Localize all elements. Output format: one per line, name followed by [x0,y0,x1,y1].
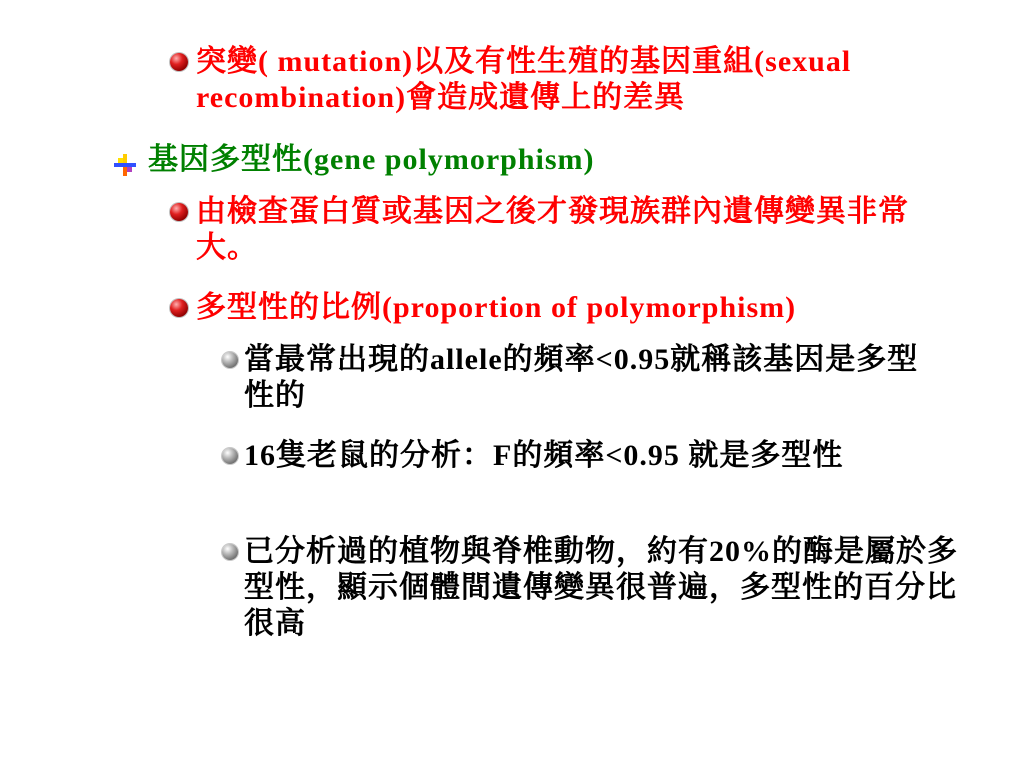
bullet-item-gene-polymorphism [148,142,948,178]
red-ball-icon [170,299,188,317]
item-text: 當最常出現的allele的頻率<0.95就稱該基因是多型性的 [244,343,919,412]
item-text: 突變( mutation)以及有性生殖的基因重組(sexual recombination)會造成遺傳上的差異 [196,45,852,114]
colored-cross-icon [114,149,136,171]
bullet-item-proportion [196,290,976,326]
item-text: 已分析過的植物與脊椎動物，約有20%的酶是屬於多型性，顯示個體間遺傳變異很普遍，多型性的百分比很高 [244,535,958,640]
item-text: 由檢查蛋白質或基因之後才發現族群內遺傳變異非常大。 [196,195,909,264]
gray-ball-icon [222,544,238,560]
gray-ball-icon [222,352,238,368]
red-ball-icon [170,53,188,71]
bullet-item-variation [196,194,956,266]
gray-ball-icon [222,448,238,464]
red-ball-icon [170,203,188,221]
item-text: 基因多型性(gene polymorphism) [148,143,595,176]
bullet-item-mutation [196,44,956,116]
bullet-item-mice-analysis [244,438,944,474]
item-text: 16隻老鼠的分析：F的頻率<0.95 就是多型性 [244,439,844,472]
bullet-item-allele-frequency [244,342,944,414]
item-text: 多型性的比例(proportion of polymorphism) [196,291,797,324]
bullet-item-enzymes [244,534,964,642]
